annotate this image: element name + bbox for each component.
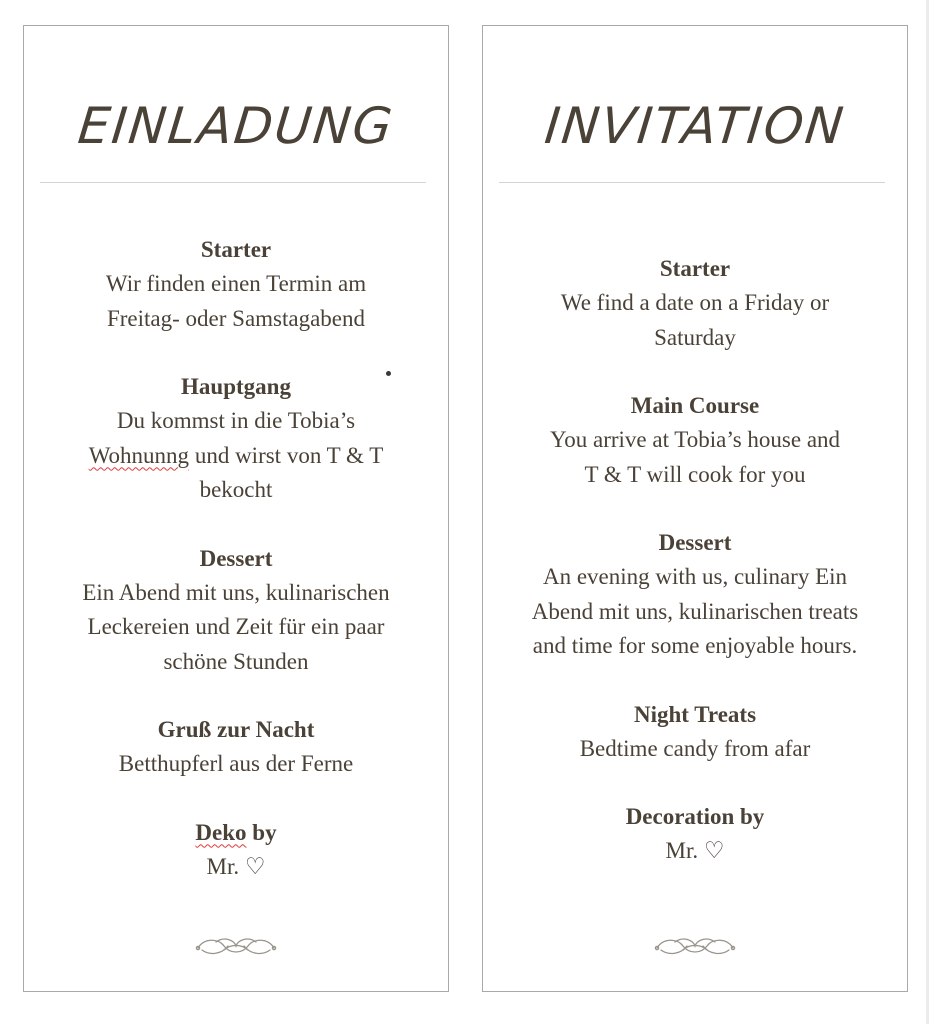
desc-line: An evening with us, culinary Ein xyxy=(542,564,848,589)
course-dessert xyxy=(24,542,448,680)
flourish-ornament-icon xyxy=(194,932,278,960)
misspelled-word[interactable]: Deko xyxy=(195,819,247,845)
course-description xyxy=(24,404,448,508)
course-dessert xyxy=(483,526,907,664)
course-description xyxy=(24,747,448,782)
desc-line: T & T will cook for you xyxy=(584,461,806,487)
title-divider xyxy=(499,182,885,183)
course-name: Starter xyxy=(200,237,272,262)
course-main xyxy=(24,370,448,508)
desc-line: Wir finden einen Termin am xyxy=(105,271,367,296)
desc-line xyxy=(32,439,440,474)
misspelled-word[interactable]: Wohnunng xyxy=(88,442,190,468)
course-name: Gruß zur Nacht xyxy=(157,717,315,742)
course-description xyxy=(483,560,907,664)
invitation-card-english xyxy=(482,25,908,992)
desc-line: schöne Stunden xyxy=(163,648,309,674)
course-description xyxy=(483,834,907,869)
desc-line: Saturday xyxy=(654,324,736,350)
desc-line: You arrive at Tobia’s house and xyxy=(549,427,841,452)
invitation-card-german xyxy=(23,25,449,992)
course-description xyxy=(24,576,448,680)
course-description xyxy=(483,286,907,355)
course-name: Night Treats xyxy=(633,701,757,727)
course-starter xyxy=(24,233,448,336)
course-description xyxy=(483,732,907,767)
course-starter xyxy=(483,252,907,355)
desc-line: Mr. ♡ xyxy=(665,838,725,863)
desc-line: Leckereien und Zeit für ein paar xyxy=(87,614,385,639)
desc-line: Mr. ♡ xyxy=(206,853,266,879)
course-name-rest: by xyxy=(246,819,277,845)
stray-dot xyxy=(386,371,391,376)
course-name: Hauptgang xyxy=(181,374,291,399)
desc-line: Abend mit uns, kulinarischen treats xyxy=(531,598,859,624)
course-description xyxy=(24,850,448,885)
desc-line: Du kommst in die Tobia’s xyxy=(116,408,356,433)
course-night xyxy=(24,713,448,782)
card-title: EINLADUNG xyxy=(75,97,397,155)
desc-line: Bedtime candy from afar xyxy=(579,735,811,761)
flourish-ornament-icon xyxy=(653,932,737,960)
desc-line: We find a date on a Friday or xyxy=(560,290,830,315)
course-name: Main Course xyxy=(630,393,760,418)
desc-line: Betthupferl aus der Ferne xyxy=(118,751,354,776)
desc-text: und wirst von T & T xyxy=(189,442,384,468)
desc-line: and time for some enjoyable hours. xyxy=(532,633,858,658)
course-name xyxy=(24,816,448,850)
course-name: Starter xyxy=(659,256,731,281)
course-name: Decoration by xyxy=(625,804,765,829)
course-name: Dessert xyxy=(658,530,732,555)
desc-line: Ein Abend mit uns, kulinarischen xyxy=(82,579,390,605)
card-title: INVITATION xyxy=(542,97,848,155)
menu-list xyxy=(483,252,907,903)
desc-line: Freitag- oder Samstagabend xyxy=(106,305,366,331)
menu-list xyxy=(24,233,448,918)
desc-line: bekocht xyxy=(199,477,273,502)
course-description xyxy=(483,423,907,492)
course-main xyxy=(483,389,907,492)
course-description xyxy=(24,267,448,336)
course-decoration xyxy=(483,800,907,869)
course-decoration xyxy=(24,816,448,885)
course-night xyxy=(483,698,907,767)
course-name: Dessert xyxy=(199,545,273,571)
title-divider xyxy=(40,182,426,183)
